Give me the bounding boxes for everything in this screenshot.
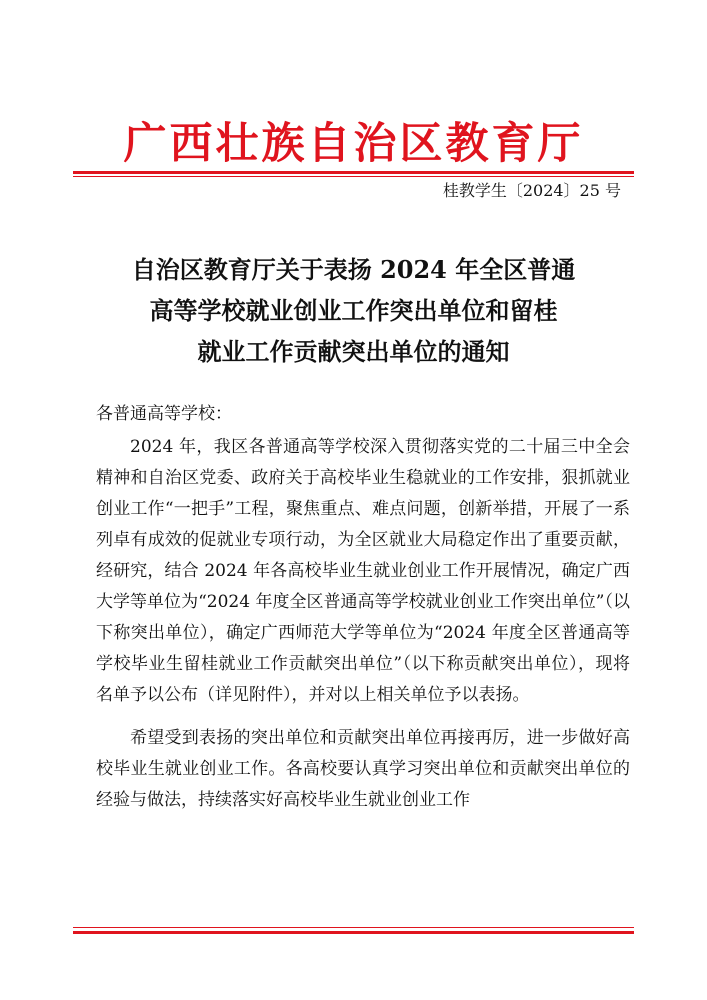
title-line: 就业工作贡献突出单位的通知 [197, 337, 510, 366]
document-body [96, 399, 630, 816]
paragraph-text: 希望受到表扬的突出单位和贡献突出单位再接再厉，进一步做好高校毕业生就业创业工作。各高校要认真学习突出单位和贡献突出单位的经验与做法，持续落实好高校毕业生就业创业工作 [96, 728, 630, 810]
body-paragraph [96, 723, 630, 816]
title-line: 自治区教育厅关于表扬 2024 年全区普通 [131, 255, 576, 284]
masthead-top-divider-thin [73, 176, 634, 177]
document-title [73, 249, 634, 372]
title-line: 高等学校就业创业工作突出单位和留桂 [149, 296, 558, 325]
document-number: 桂教学生〔2024〕25 号 [442, 181, 621, 200]
masthead-top-divider [73, 171, 634, 174]
paragraph-text: 2024 年，我区各普通高等学校深入贯彻落实党的二十届三中全会精神和自治区党委、政府关于高校毕业生稳就业的工作安排，狠抓就业创业工作“一把手”工程，聚焦重点、难点问题，创新举措，开展了一系列卓有成效的促就业专项行动，为全区就业大局稳定作出了重要贡献，经研究，结合 2024 年各高校毕业生就业创业工作开展情况，确定广西大学等单位为“2024 年度全区普通高等学校就业创业工作突出单位”（以下称突出单位），确定广西师范大学等单位为“2024 年度全区普通高等学校毕业生留桂就业工作贡献突出单位”（以下称贡献突出单位），现将名单予以公布（详见附件），并对以上相关单位予以表扬。 [96, 437, 630, 705]
agency-masthead: 广西壮族自治区教育厅 [123, 119, 584, 169]
footer-divider [73, 931, 634, 934]
body-paragraph [96, 432, 630, 711]
footer-divider-thin [73, 927, 634, 928]
salutation: 各普通高等学校： [96, 404, 232, 424]
